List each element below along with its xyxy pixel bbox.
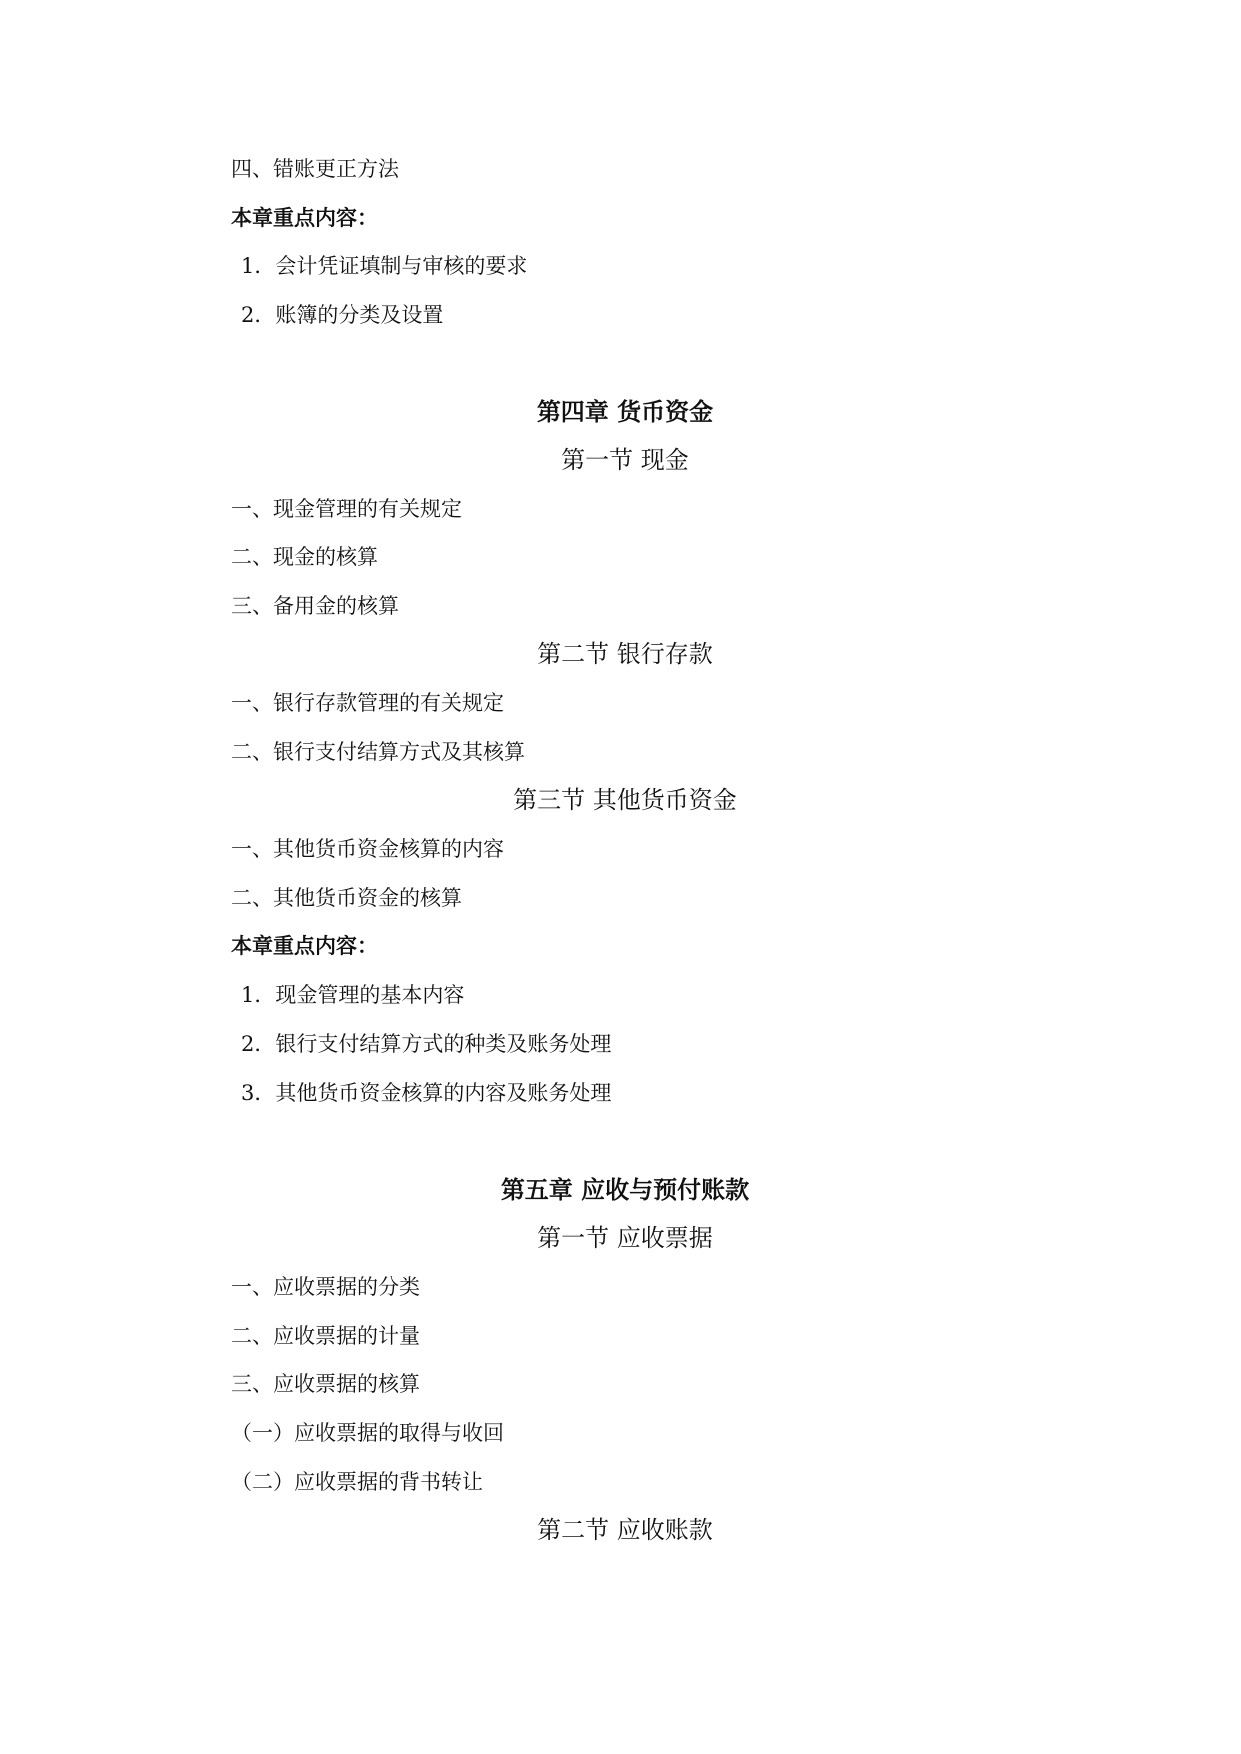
chapter3-key-points-heading: 本章重点内容：	[231, 205, 378, 230]
chapter5-title: 第五章 应收与预付账款	[500, 1175, 750, 1204]
chapter5-section1-item-2: 二、应收票据的计量	[231, 1324, 420, 1348]
chapter3-item-4: 四、错账更正方法	[231, 157, 399, 181]
chapter5-section2-title: 第二节 应收账款	[537, 1516, 713, 1544]
chapter5-section1-item-1: 一、应收票据的分类	[231, 1275, 420, 1299]
chapter5-section1-subitem-2: （二）应收票据的背书转让	[231, 1470, 483, 1494]
chapter4-title: 第四章 货币资金	[536, 397, 714, 426]
chapter4-section3-item-1: 一、其他货币资金核算的内容	[231, 837, 504, 861]
chapter3-key-point-2: 2．账簿的分类及设置	[241, 303, 444, 327]
chapter4-key-point-3: 3．其他货币资金核算的内容及账务处理	[241, 1081, 612, 1105]
chapter4-section1-item-1: 一、现金管理的有关规定	[231, 497, 462, 521]
chapter4-key-points-heading: 本章重点内容：	[231, 933, 378, 958]
chapter4-section2-title: 第二节 银行存款	[537, 640, 713, 668]
chapter3-key-point-1: 1．会计凭证填制与审核的要求	[241, 254, 528, 278]
chapter4-section3-item-2: 二、其他货币资金的核算	[231, 886, 462, 910]
chapter4-section1-item-3: 三、备用金的核算	[231, 594, 399, 618]
chapter5-section1-title: 第一节 应收票据	[537, 1224, 713, 1252]
chapter4-section1-title: 第一节 现金	[561, 446, 689, 474]
chapter4-section1-item-2: 二、现金的核算	[231, 545, 378, 569]
chapter4-section2-item-1: 一、银行存款管理的有关规定	[231, 691, 504, 715]
chapter4-section2-item-2: 二、银行支付结算方式及其核算	[231, 740, 525, 764]
chapter5-section1-subitem-1: （一）应收票据的取得与收回	[231, 1421, 504, 1445]
chapter5-section1-item-3: 三、应收票据的核算	[231, 1372, 420, 1396]
chapter4-key-point-2: 2．银行支付结算方式的种类及账务处理	[241, 1032, 612, 1056]
chapter4-section3-title: 第三节 其他货币资金	[513, 786, 737, 814]
chapter4-key-point-1: 1．现金管理的基本内容	[241, 983, 465, 1007]
